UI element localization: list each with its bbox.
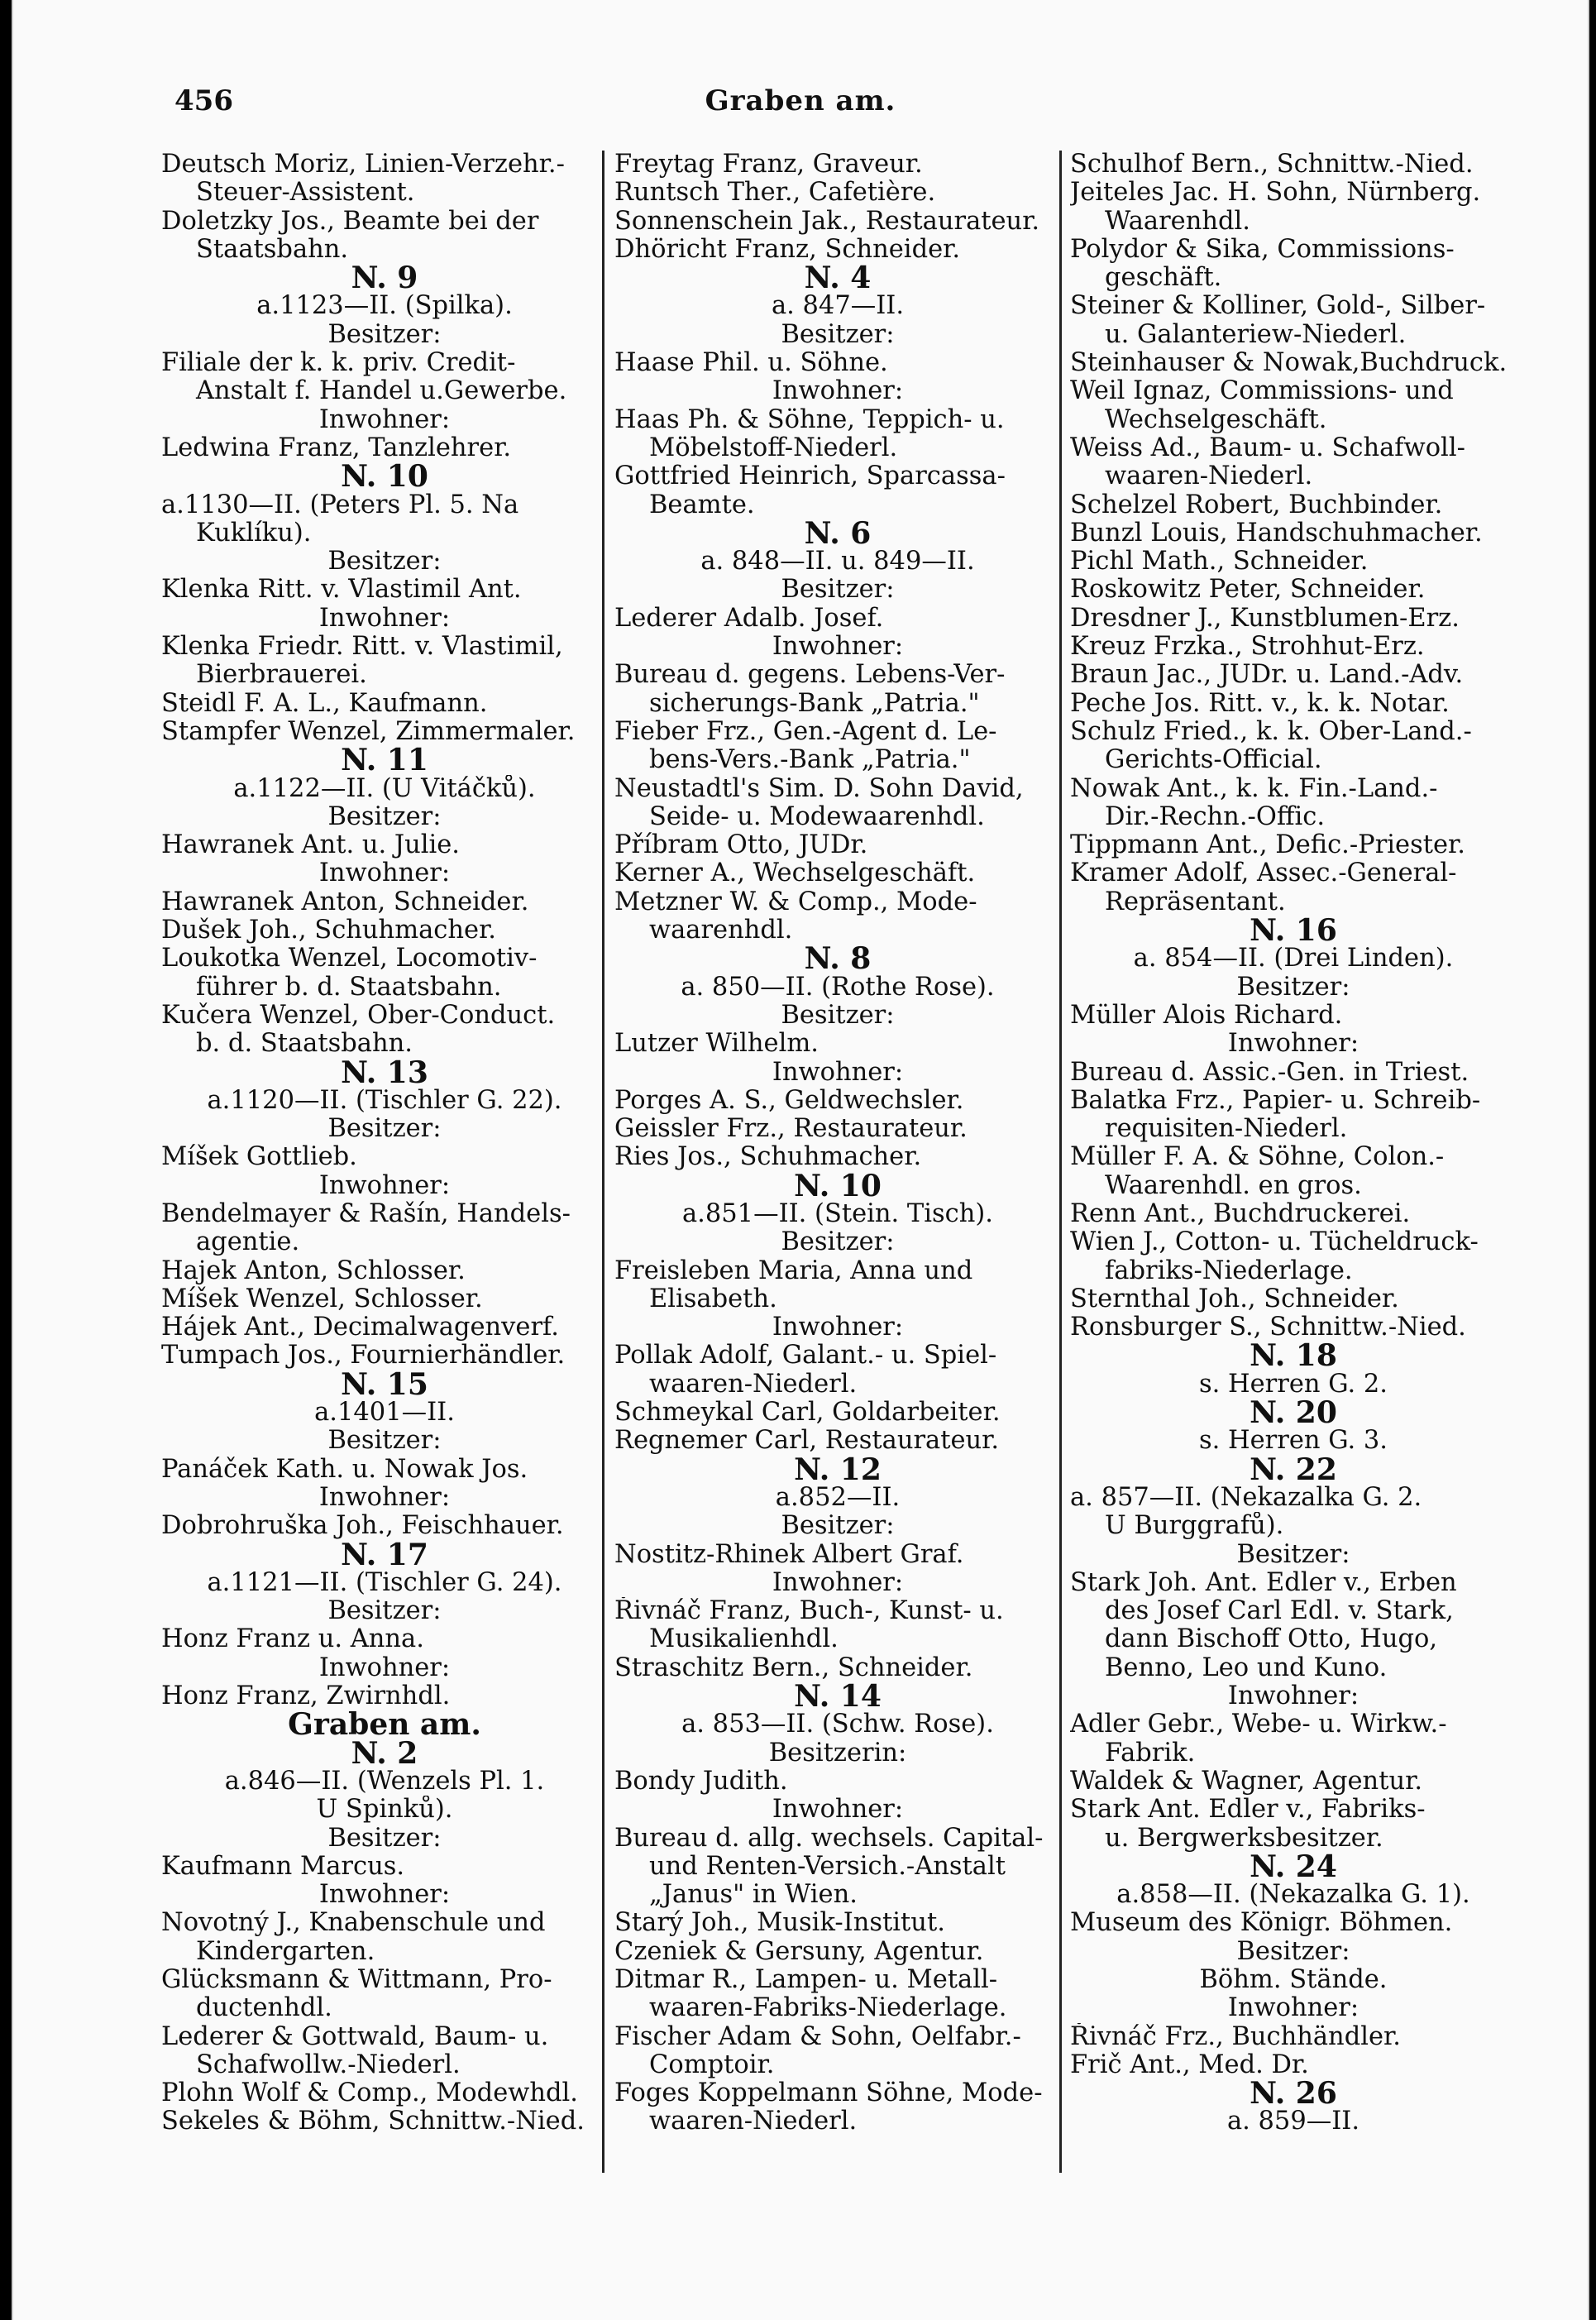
label-line: a.858—II. (Nekazalka G. 1).	[1116, 1881, 1470, 1910]
label-line: Inwohner:	[318, 1653, 451, 1682]
entry-continuation: dann Bischoff Otto, Hugo,	[1105, 1625, 1438, 1654]
house-number: N. 20	[1250, 1399, 1337, 1428]
house-number: N. 16	[1250, 916, 1337, 945]
entry-continuation: sicherungs-Bank „Patria."	[649, 689, 980, 718]
entry-line: Peche Jos. Ritt. v., k. k. Notar.	[1070, 689, 1450, 718]
label-line: Inwohner:	[318, 1881, 451, 1910]
label-line: Besitzer:	[781, 1001, 895, 1030]
entry-line: Regnemer Carl, Restaurateur.	[614, 1427, 1000, 1456]
entry-continuation: Möbelstoff-Niederl.	[649, 433, 898, 462]
entry-continuation: „Janus" in Wien.	[649, 1881, 858, 1910]
entry-continuation: ductenhdl.	[196, 1994, 332, 2023]
entry-continuation: geschäft.	[1105, 264, 1222, 293]
entry-continuation: Kindergarten.	[196, 1937, 375, 1966]
entry-continuation: Waarenhdl.	[1105, 207, 1250, 236]
entry-line: Honz Franz u. Anna.	[161, 1625, 424, 1654]
entry-line: Kučera Wenzel, Ober-Conduct.	[161, 1001, 556, 1030]
entry-line: Pichl Math., Schneider.	[1070, 548, 1369, 576]
entry-line: Kreuz Frzka., Strohhut-Erz.	[1070, 633, 1425, 662]
entry-line: Adler Gebr., Webe- u. Wirkw.-	[1070, 1710, 1447, 1739]
label-line: a.1120—II. (Tischler G. 22).	[207, 1086, 562, 1115]
label-line: a.1121—II. (Tischler G. 24).	[207, 1568, 562, 1597]
entry-continuation: u. Galanteriew-Niederl.	[1105, 320, 1407, 349]
entry-line: Ditmar R., Lampen- u. Metall-	[614, 1966, 998, 1994]
label-line: s. Herren G. 3.	[1198, 1427, 1388, 1456]
label-line: Besitzer:	[1236, 973, 1350, 1002]
entry-continuation: Bierbrauerei.	[196, 661, 367, 690]
entry-continuation: führer b. d. Staatsbahn.	[196, 973, 502, 1002]
page-header	[13, 84, 1588, 126]
entry-line: Plohn Wolf & Comp., Modewhdl.	[161, 2079, 578, 2108]
house-number: N. 11	[341, 746, 428, 775]
entry-line: Bureau d. Assic.-Gen. in Triest.	[1070, 1058, 1469, 1087]
house-number: N. 10	[794, 1171, 882, 1200]
entry-line: Gottfried Heinrich, Sparcassa-	[614, 462, 1006, 491]
entry-line: Novotný J., Knabenschule und	[161, 1909, 546, 1938]
house-number: N. 10	[341, 462, 428, 491]
house-number: N. 4	[804, 264, 872, 293]
entry-line: Klenka Ritt. v. Vlastimil Ant.	[161, 576, 522, 605]
entry-line: Wien J., Cotton- u. Tücheldruck-	[1070, 1228, 1479, 1257]
entry-line: Fieber Frz., Gen.-Agent d. Le-	[614, 717, 997, 746]
entry-continuation: Staatsbahn.	[196, 235, 349, 264]
entry-continuation: b. d. Staatsbahn.	[196, 1030, 413, 1059]
entry-line: Hájek Ant., Decimalwagenverf.	[161, 1313, 559, 1342]
label-line: Besitzer:	[1236, 1540, 1350, 1569]
entry-continuation: u. Bergwerksbesitzer.	[1105, 1824, 1383, 1853]
entry-line: Příbram Otto, JUDr.	[614, 831, 868, 860]
entry-line: Lederer & Gottwald, Baum- u.	[161, 2022, 549, 2051]
entry-line: Kerner A., Wechselgeschäft.	[614, 859, 976, 888]
entry-line: Stampfer Wenzel, Zimmermaler.	[161, 717, 576, 746]
entry-line: Ries Jos., Schuhmacher.	[614, 1143, 922, 1172]
house-number: N. 9	[351, 264, 418, 293]
entry-line: Braun Jac., JUDr. u. Land.-Adv.	[1070, 661, 1464, 690]
entry-line: Lutzer Wilhelm.	[614, 1030, 819, 1059]
entry-continuation: agentie.	[196, 1228, 300, 1257]
entry-line: Neustadtl's Sim. D. Sohn David,	[614, 774, 1024, 803]
entry-line: Tumpach Jos., Fournierhändler.	[161, 1342, 566, 1370]
entry-line: Frič Ant., Med. Dr.	[1070, 2050, 1309, 2079]
label-line: a.1401—II.	[314, 1399, 455, 1428]
entry-line: Ledwina Franz, Tanzlehrer.	[161, 433, 512, 462]
entry-continuation: Seide- u. Modewaarenhdl.	[649, 802, 985, 831]
entry-line: Steidl F. A. L., Kaufmann.	[161, 689, 488, 718]
house-number: N. 8	[804, 945, 872, 973]
label-line: a.1123—II. (Spilka).	[256, 292, 513, 321]
entry-line: Roskowitz Peter, Schneider.	[1070, 576, 1426, 605]
entry-line: Sternthal Joh., Schneider.	[1070, 1284, 1399, 1313]
entry-line: Lederer Adalb. Josef.	[614, 604, 884, 633]
house-number: N. 12	[794, 1455, 882, 1484]
entry-continuation: Musikalienhdl.	[649, 1625, 839, 1654]
entry-line: Deutsch Moriz, Linien-Verzehr.-	[161, 151, 565, 179]
entry-continuation: waaren-Niederl.	[649, 1370, 858, 1399]
entry-line: Weiss Ad., Baum- u. Schafwoll-	[1070, 433, 1465, 462]
entry-line: Museum des Königr. Böhmen.	[1070, 1909, 1453, 1938]
entry-continuation: waarenhdl.	[649, 916, 793, 945]
label-line: Inwohner:	[772, 377, 904, 406]
entry-continuation: Waarenhdl. en gros.	[1105, 1171, 1362, 1200]
entry-line: Nostitz-Rhinek Albert Graf.	[614, 1540, 964, 1569]
entry-line: Hajek Anton, Schlosser.	[161, 1256, 466, 1285]
entry-line: a.1130—II. (Peters Pl. 5. Na	[161, 490, 519, 519]
entry-continuation: Benno, Leo und Kuno.	[1105, 1653, 1388, 1682]
label-line: Besitzer:	[781, 320, 895, 349]
entry-line: Schmeykal Carl, Goldarbeiter.	[614, 1399, 1001, 1428]
label-line: Besitzer:	[1236, 1937, 1350, 1966]
label-line: Besitzer:	[781, 1228, 895, 1257]
entry-line: Míšek Gottlieb.	[161, 1143, 357, 1172]
label-line: a.846—II. (Wenzels Pl. 1.	[224, 1767, 545, 1796]
label-line: Inwohner:	[772, 1796, 904, 1825]
label-line: Inwohner:	[318, 604, 451, 633]
entry-continuation: U Burggrafů).	[1105, 1512, 1284, 1541]
label-line: Inwohner:	[318, 405, 451, 434]
entry-line: Bureau d. gegens. Lebens-Ver-	[614, 661, 1006, 690]
entry-line: Dušek Joh., Schuhmacher.	[161, 916, 497, 945]
entry-line: Kramer Adolf, Assec.-General-	[1070, 859, 1457, 888]
entry-line: Haase Phil. u. Söhne.	[614, 349, 888, 378]
column-divider	[1059, 151, 1062, 2173]
entry-continuation: Comptoir.	[649, 2050, 775, 2079]
directory-page	[12, 0, 1589, 2320]
label-line: Inwohner:	[318, 859, 451, 888]
entry-line: Müller Alois Richard.	[1070, 1001, 1343, 1030]
entry-line: Pollak Adolf, Galant.- u. Spiel-	[614, 1342, 997, 1370]
label-line: a. 854—II. (Drei Linden).	[1133, 945, 1454, 973]
entry-line: Steiner & Kolliner, Gold-, Silber-	[1070, 292, 1486, 321]
entry-line: Haas Ph. & Söhne, Teppich- u.	[614, 405, 1005, 434]
entry-line: Schulhof Bern., Schnittw.-Nied.	[1070, 151, 1474, 179]
entry-line: Glücksmann & Wittmann, Pro-	[161, 1966, 552, 1994]
column-divider	[602, 151, 604, 2173]
entry-continuation: Fabrik.	[1105, 1739, 1196, 1768]
entry-line: Řivnáč Franz, Buch-, Kunst- u.	[614, 1597, 1004, 1626]
label-line: s. Herren G. 2.	[1198, 1370, 1388, 1399]
entry-line: Míšek Wenzel, Schlosser.	[161, 1284, 483, 1313]
entry-line: Czeniek & Gersuny, Agentur.	[614, 1937, 984, 1966]
entry-continuation: Anstalt f. Handel u.Gewerbe.	[196, 377, 567, 406]
house-number: N. 15	[341, 1370, 428, 1399]
entry-line: Renn Ant., Buchdruckerei.	[1070, 1199, 1411, 1228]
entry-continuation: des Josef Carl Edl. v. Stark,	[1105, 1597, 1454, 1626]
label-line: U Spinků).	[316, 1796, 453, 1825]
entry-line: Balatka Frz., Papier- u. Schreib-	[1070, 1086, 1481, 1115]
label-line: Besitzer:	[327, 1824, 442, 1853]
entry-line: Freytag Franz, Graveur.	[614, 151, 923, 179]
entry-continuation: waaren-Fabriks-Niederlage.	[649, 1994, 1007, 2023]
section-heading: Graben am.	[288, 1710, 481, 1739]
entry-line: Stark Joh. Ant. Edler v., Erben	[1070, 1568, 1457, 1597]
entry-line: Straschitz Bern., Schneider.	[614, 1653, 973, 1682]
entry-continuation: bens-Vers.-Bank „Patria."	[649, 746, 971, 775]
entry-line: Nowak Ant., k. k. Fin.-Land.-	[1070, 774, 1438, 803]
house-number: N. 26	[1250, 2079, 1337, 2108]
label-line: Besitzer:	[327, 320, 442, 349]
entry-line: Sonnenschein Jak., Restaurateur.	[614, 207, 1040, 236]
column-right	[1070, 151, 1517, 2136]
label-line: a. 859—II.	[1226, 2107, 1360, 2136]
entry-line: Starý Joh., Musik-Institut.	[614, 1909, 945, 1938]
house-number: N. 6	[804, 519, 872, 548]
column-left	[161, 151, 608, 2136]
label-line: Inwohner:	[1227, 1682, 1359, 1711]
running-title: Graben am.	[705, 84, 896, 117]
entry-line: Stark Ant. Edler v., Fabriks-	[1070, 1796, 1426, 1825]
label-line: Besitzerin:	[768, 1739, 907, 1768]
page-number: 456	[174, 84, 233, 117]
house-number: N. 14	[794, 1682, 882, 1711]
label-line: a. 847—II.	[771, 292, 905, 321]
entry-line: Geissler Frz., Restaurateur.	[614, 1115, 968, 1144]
label-line: a. 853—II. (Schw. Rose).	[681, 1710, 994, 1739]
entry-continuation: Schafwollw.-Niederl.	[196, 2050, 461, 2079]
entry-continuation: Dir.-Rechn.-Offic.	[1105, 802, 1326, 831]
entry-line: Dresdner J., Kunstblumen-Erz.	[1070, 604, 1460, 633]
label-line: Besitzer:	[781, 576, 895, 605]
label-line: Inwohner:	[772, 1313, 904, 1342]
entry-line: Schulz Fried., k. k. Ober-Land.-	[1070, 717, 1472, 746]
entry-line: Panáček Kath. u. Nowak Jos.	[161, 1455, 528, 1484]
entry-line: Polydor & Sika, Commissions-	[1070, 235, 1455, 264]
entry-continuation: Elisabeth.	[649, 1284, 777, 1313]
entry-line: Foges Koppelmann Söhne, Mode-	[614, 2079, 1043, 2108]
house-number: N. 24	[1250, 1852, 1337, 1882]
label-line: a.851—II. (Stein. Tisch).	[681, 1199, 994, 1228]
entry-line: Kaufmann Marcus.	[161, 1852, 405, 1881]
label-line: Inwohner:	[1227, 1994, 1359, 2023]
house-number: N. 2	[351, 1739, 418, 1768]
entry-line: Freisleben Maria, Anna und	[614, 1256, 973, 1285]
entry-line: Runtsch Ther., Cafetière.	[614, 179, 936, 208]
entry-line: Müller F. A. & Söhne, Colon.-	[1070, 1143, 1445, 1172]
entry-line: Jeiteles Jac. H. Sohn, Nürnberg.	[1070, 179, 1481, 208]
entry-line: Metzner W. & Comp., Mode-	[614, 887, 977, 916]
label-line: Inwohner:	[318, 1483, 451, 1512]
entry-line: Hawranek Ant. u. Julie.	[161, 831, 460, 860]
label-line: Besitzer:	[327, 1427, 442, 1456]
entry-line: Steinhauser & Nowak,Buchdruck.	[1070, 349, 1508, 378]
entry-line: Bureau d. allg. wechsels. Capital-	[614, 1824, 1044, 1853]
entry-line: Bunzl Louis, Handschuhmacher.	[1070, 519, 1483, 548]
entry-line: Fischer Adam & Sohn, Oelfabr.-	[614, 2022, 1021, 2051]
entry-line: Sekeles & Böhm, Schnittw.-Nied.	[161, 2107, 585, 2136]
entry-line: Hawranek Anton, Schneider.	[161, 887, 529, 916]
house-number: N. 22	[1250, 1455, 1337, 1484]
entry-continuation: Beamte.	[649, 490, 755, 519]
entry-line: a. 857—II. (Nekazalka G. 2.	[1070, 1483, 1422, 1512]
entry-line: Bondy Judith.	[614, 1767, 788, 1796]
entry-line: Dhöricht Franz, Schneider.	[614, 235, 961, 264]
label-line: Besitzer:	[327, 802, 442, 831]
entry-line: Ronsburger S., Schnittw.-Nied.	[1070, 1313, 1466, 1342]
label-line: a. 850—II. (Rothe Rose).	[681, 973, 995, 1002]
label-line: Besitzer:	[327, 548, 442, 576]
label-line: a. 848—II. u. 849—II.	[700, 548, 975, 576]
entry-continuation: Kuklíku).	[196, 519, 312, 548]
label-line: Inwohner:	[772, 1568, 904, 1597]
house-number: N. 18	[1250, 1342, 1337, 1370]
entry-line: Schelzel Robert, Buchbinder.	[1070, 490, 1443, 519]
label-line: Inwohner:	[318, 1171, 451, 1200]
entry-line: Doletzky Jos., Beamte bei der	[161, 207, 539, 236]
entry-line: Honz Franz, Zwirnhdl.	[161, 1682, 451, 1711]
label-line: Inwohner:	[772, 1058, 904, 1087]
entry-line: Tippmann Ant., Defic.-Priester.	[1070, 831, 1465, 860]
entry-continuation: waaren-Niederl.	[1105, 462, 1313, 491]
label-line: Besitzer:	[781, 1512, 895, 1541]
entry-continuation: und Renten-Versich.-Anstalt	[649, 1852, 1006, 1881]
entry-line: Řivnáč Frz., Buchhändler.	[1070, 2022, 1401, 2051]
entry-line: Filiale der k. k. priv. Credit-	[161, 349, 516, 378]
entry-continuation: fabriks-Niederlage.	[1105, 1256, 1353, 1285]
label-line: a.1122—II. (U Vitáčků).	[233, 774, 536, 803]
entry-continuation: Wechselgeschäft.	[1105, 405, 1327, 434]
entry-line: Klenka Friedr. Ritt. v. Vlastimil,	[161, 633, 563, 662]
house-number: N. 17	[341, 1540, 428, 1569]
entry-line: Waldek & Wagner, Agentur.	[1070, 1767, 1423, 1796]
column-middle	[614, 151, 1061, 2136]
label-line: Inwohner:	[1227, 1030, 1359, 1059]
label-line: Inwohner:	[772, 633, 904, 662]
label-line: Besitzer:	[327, 1597, 442, 1626]
entry-continuation: requisiten-Niederl.	[1105, 1115, 1348, 1144]
entry-continuation: Gerichts-Official.	[1105, 746, 1322, 775]
entry-line: Weil Ignaz, Commissions- und	[1070, 377, 1454, 406]
entry-line: Bendelmayer & Rašín, Handels-	[161, 1199, 571, 1228]
house-number: N. 13	[341, 1058, 428, 1087]
label-line: Böhm. Stände.	[1199, 1966, 1388, 1994]
entry-continuation: Steuer-Assistent.	[196, 179, 415, 208]
entry-line: Porges A. S., Geldwechsler.	[614, 1086, 964, 1115]
entry-continuation: Repräsentant.	[1105, 887, 1286, 916]
label-line: Besitzer:	[327, 1115, 442, 1144]
label-line: a.852—II.	[775, 1483, 901, 1512]
entry-line: Dobrohruška Joh., Feischhauer.	[161, 1512, 564, 1541]
entry-continuation: waaren-Niederl.	[649, 2107, 858, 2136]
entry-line: Loukotka Wenzel, Locomotiv-	[161, 945, 538, 973]
